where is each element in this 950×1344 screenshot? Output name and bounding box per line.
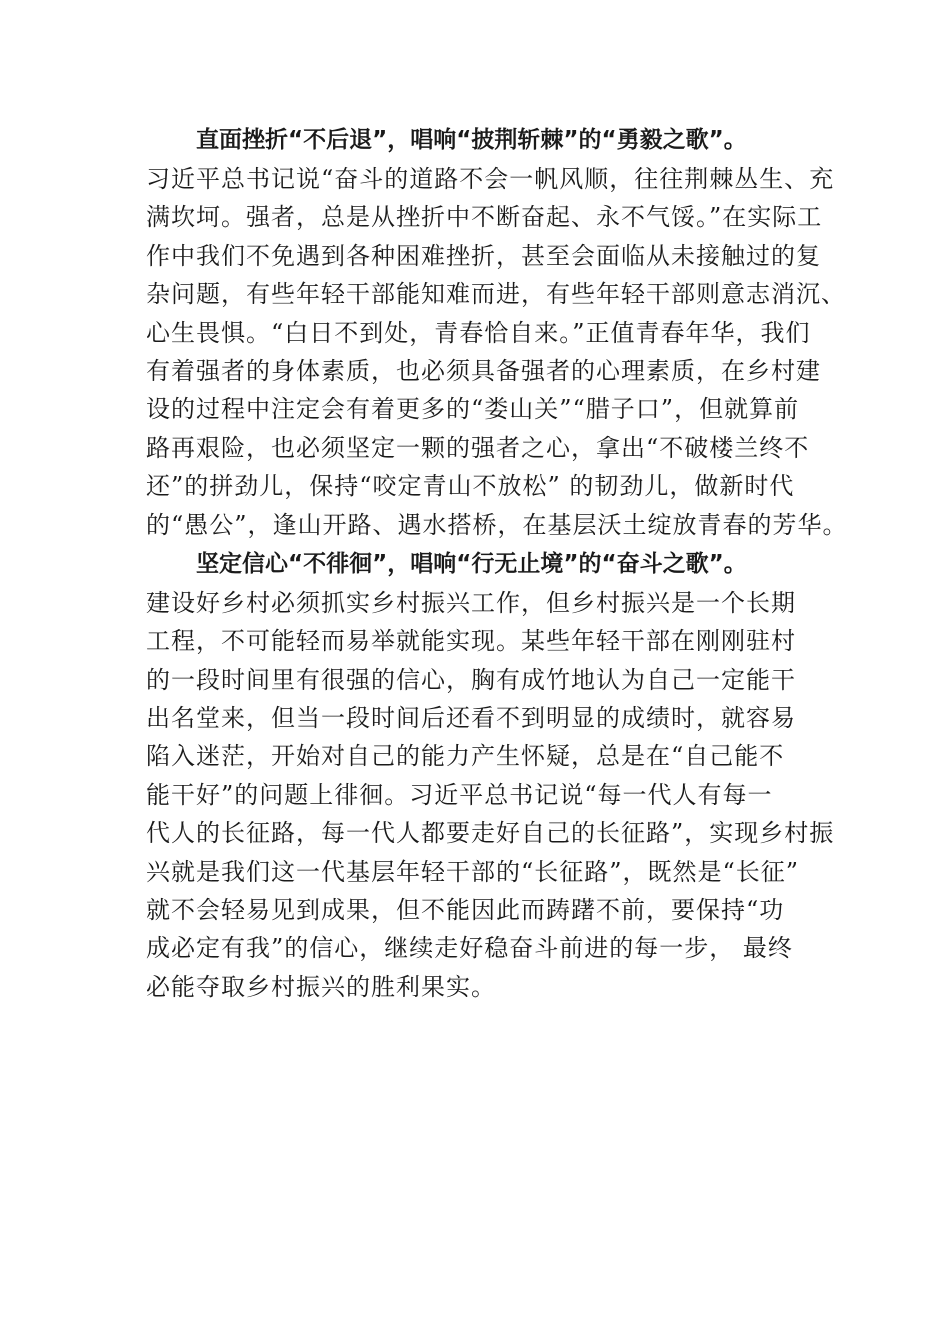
paragraph-line: 心生畏惧。“白日不到处，青春恰自来。”正值青春年华，我们 bbox=[146, 318, 811, 347]
paragraph-line: 的一段时间里有很强的信心，胸有成竹地认为自己一定能干 bbox=[146, 665, 796, 694]
paragraph-line: 出名堂来，但当一段时间后还看不到明显的成绩时，就容易 bbox=[146, 704, 796, 733]
document-body bbox=[146, 120, 848, 1006]
paragraph-line: 成必定有我”的信心，继续走好稳奋斗前进的每一步， 最终 bbox=[146, 934, 793, 963]
paragraph-line: 代人的长征路，每一代人都要走好自己的长征路”，实现乡村振 bbox=[146, 819, 835, 848]
section-heading-1: 直面挫折“不后退”，唱响“披荆斩棘”的“勇毅之歌”。 bbox=[196, 127, 747, 153]
paragraph-line: 还”的拼劲儿，保持“咬定青山不放松” 的韧劲儿，做新时代 bbox=[146, 472, 795, 501]
paragraph-line: 作中我们不免遇到各种困难挫折，甚至会面临从未接触过的复 bbox=[146, 241, 821, 270]
paragraph-line: 满坎坷。强者，总是从挫折中不断奋起、永不气馁。”在实际工 bbox=[146, 203, 823, 232]
paragraph-line: 工程，不可能轻而易举就能实现。某些年轻干部在刚刚驻村 bbox=[146, 627, 796, 656]
paragraph-line: 能干好”的问题上徘徊。习近平总书记说“每一代人有每一 bbox=[146, 780, 773, 809]
paragraph-line: 有着强者的身体素质，也必须具备强者的心理素质，在乡村建 bbox=[146, 356, 821, 385]
paragraph-line: 兴就是我们这一代基层年轻干部的“长征路”，既然是“长征” bbox=[146, 857, 800, 886]
paragraph-line: 设的过程中注定会有着更多的“娄山关”“腊子口”，但就算前 bbox=[146, 395, 800, 424]
paragraph-line: 必能夺取乡村振兴的胜利果实。 bbox=[146, 972, 496, 1001]
paragraph-line: 的“愚公”，逢山开路、遇水搭桥，在基层沃土绽放青春的芳华。 bbox=[146, 510, 848, 539]
paragraph-line: 建设好乡村必须抓实乡村振兴工作，但乡村振兴是一个长期 bbox=[146, 588, 796, 617]
paragraph-line: 陷入迷茫，开始对自己的能力产生怀疑，总是在“自己能不 bbox=[146, 742, 785, 771]
paragraph-line: 杂问题，有些年轻干部能知难而进，有些年轻干部则意志消沉、 bbox=[146, 280, 846, 309]
paragraph-line: 路再艰险，也必须坚定一颗的强者之心，拿出“不破楼兰终不 bbox=[146, 433, 810, 462]
section-heading-2: 坚定信心“不徘徊”，唱响“行无止境”的“奋斗之歌”。 bbox=[196, 550, 747, 577]
paragraph-line: 就不会轻易见到成果，但不能因此而踌躇不前，要保持“功 bbox=[146, 896, 785, 925]
paragraph-line: 习近平总书记说“奋斗的道路不会一帆风顺，往往荆棘丛生、充 bbox=[146, 165, 835, 193]
